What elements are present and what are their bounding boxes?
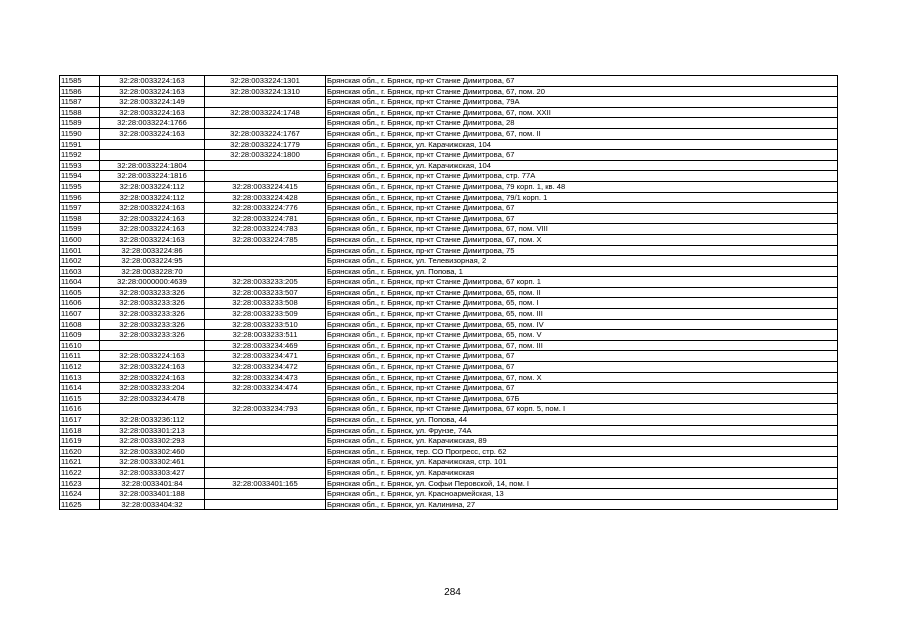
address-cell: Брянская обл., г. Брянск, пр-кт Станке Димитрова, 65, пом. I <box>326 298 838 309</box>
row-number-cell: 11598 <box>60 213 100 224</box>
address-cell: Брянская обл., г. Брянск, пр-кт Станке Димитрова, 67 <box>326 383 838 394</box>
row-number-cell: 11593 <box>60 160 100 171</box>
land-cadastral-number-cell: 32:28:0033224:163 <box>100 234 205 245</box>
land-cadastral-number-cell: 32:28:0033401:84 <box>100 478 205 489</box>
object-cadastral-number-cell: 32:28:0033234:472 <box>205 362 326 373</box>
object-cadastral-number-cell: 32:28:0033224:776 <box>205 203 326 214</box>
row-number-cell: 11603 <box>60 266 100 277</box>
object-cadastral-number-cell <box>205 457 326 468</box>
object-cadastral-number-cell: 32:28:0033224:781 <box>205 213 326 224</box>
row-number-cell: 11616 <box>60 404 100 415</box>
land-cadastral-number-cell: 32:28:0033224:163 <box>100 86 205 97</box>
table-row <box>60 224 838 235</box>
land-cadastral-number-cell: 32:28:0033224:163 <box>100 213 205 224</box>
table-row <box>60 76 838 87</box>
table-row <box>60 298 838 309</box>
table-row <box>60 457 838 468</box>
table-row <box>60 86 838 97</box>
land-cadastral-number-cell: 32:28:0033233:204 <box>100 383 205 394</box>
land-cadastral-number-cell: 32:28:0033224:95 <box>100 256 205 267</box>
row-number-cell: 11602 <box>60 256 100 267</box>
address-cell: Брянская обл., г. Брянск, ул. Красноармейская, 13 <box>326 489 838 500</box>
row-number-cell: 11623 <box>60 478 100 489</box>
address-cell: Брянская обл., г. Брянск, ул. Карачижская <box>326 467 838 478</box>
object-cadastral-number-cell: 32:28:0033224:1310 <box>205 86 326 97</box>
table-row <box>60 266 838 277</box>
land-cadastral-number-cell <box>100 340 205 351</box>
table-row <box>60 234 838 245</box>
land-cadastral-number-cell: 32:28:0033224:163 <box>100 203 205 214</box>
row-number-cell: 11600 <box>60 234 100 245</box>
land-cadastral-number-cell: 32:28:0033233:326 <box>100 319 205 330</box>
land-cadastral-number-cell: 32:28:0033224:163 <box>100 362 205 373</box>
table-row <box>60 415 838 426</box>
row-number-cell: 11590 <box>60 128 100 139</box>
object-cadastral-number-cell <box>205 415 326 426</box>
table-row <box>60 351 838 362</box>
land-cadastral-number-cell: 32:28:0033302:293 <box>100 436 205 447</box>
row-number-cell: 11624 <box>60 489 100 500</box>
address-cell: Брянская обл., г. Брянск, ул. Карачижская, стр. 101 <box>326 457 838 468</box>
table-row <box>60 383 838 394</box>
object-cadastral-number-cell: 32:28:0033224:1767 <box>205 128 326 139</box>
row-number-cell: 11601 <box>60 245 100 256</box>
table-row <box>60 128 838 139</box>
address-cell: Брянская обл., г. Брянск, пр-кт Станке Димитрова, 28 <box>326 118 838 129</box>
row-number-cell: 11597 <box>60 203 100 214</box>
object-cadastral-number-cell <box>205 499 326 510</box>
address-cell: Брянская обл., г. Брянск, пр-кт Станке Димитрова, 67 <box>326 213 838 224</box>
address-cell: Брянская обл., г. Брянск, пр-кт Станке Димитрова, 79 корп. 1, кв. 48 <box>326 181 838 192</box>
address-cell: Брянская обл., г. Брянск, пр-кт Станке Димитрова, 67, пом. X <box>326 372 838 383</box>
address-cell: Брянская обл., г. Брянск, пр-кт Станке Димитрова, 67 <box>326 76 838 87</box>
table-row <box>60 372 838 383</box>
object-cadastral-number-cell <box>205 467 326 478</box>
row-number-cell: 11615 <box>60 393 100 404</box>
row-number-cell: 11610 <box>60 340 100 351</box>
table-row <box>60 287 838 298</box>
row-number-cell: 11618 <box>60 425 100 436</box>
address-cell: Брянская обл., г. Брянск, пр-кт Станке Димитрова, 67, пом. II <box>326 128 838 139</box>
table-row <box>60 340 838 351</box>
object-cadastral-number-cell: 32:28:0033234:793 <box>205 404 326 415</box>
row-number-cell: 11607 <box>60 309 100 320</box>
object-cadastral-number-cell <box>205 171 326 182</box>
table-row <box>60 319 838 330</box>
object-cadastral-number-cell: 32:28:0033224:785 <box>205 234 326 245</box>
address-cell: Брянская обл., г. Брянск, пр-кт Станке Димитрова, 67 <box>326 150 838 161</box>
registry-table-body <box>60 76 838 510</box>
land-cadastral-number-cell: 32:28:0033224:1766 <box>100 118 205 129</box>
land-cadastral-number-cell: 32:28:0033303:427 <box>100 467 205 478</box>
address-cell: Брянская обл., г. Брянск, пр-кт Станке Димитрова, 67, пом. 20 <box>326 86 838 97</box>
address-cell: Брянская обл., г. Брянск, пр-кт Станке Димитрова, 67, пом. III <box>326 340 838 351</box>
row-number-cell: 11619 <box>60 436 100 447</box>
object-cadastral-number-cell: 32:28:0033234:474 <box>205 383 326 394</box>
table-row <box>60 150 838 161</box>
table-row <box>60 362 838 373</box>
table-row <box>60 181 838 192</box>
land-cadastral-number-cell: 32:28:0033224:149 <box>100 97 205 108</box>
table-row <box>60 425 838 436</box>
table-row <box>60 436 838 447</box>
address-cell: Брянская обл., г. Брянск, ул. Софьи Перовской, 14, пом. I <box>326 478 838 489</box>
object-cadastral-number-cell: 32:28:0033224:1748 <box>205 107 326 118</box>
object-cadastral-number-cell: 32:28:0033233:508 <box>205 298 326 309</box>
row-number-cell: 11605 <box>60 287 100 298</box>
table-row <box>60 499 838 510</box>
land-cadastral-number-cell: 32:28:0033233:326 <box>100 330 205 341</box>
address-cell: Брянская обл., г. Брянск, тер. СО Прогресс, стр. 62 <box>326 446 838 457</box>
row-number-cell: 11608 <box>60 319 100 330</box>
table-row <box>60 118 838 129</box>
row-number-cell: 11594 <box>60 171 100 182</box>
object-cadastral-number-cell: 32:28:0033224:783 <box>205 224 326 235</box>
row-number-cell: 11613 <box>60 372 100 383</box>
object-cadastral-number-cell <box>205 160 326 171</box>
land-cadastral-number-cell: 32:28:0033224:163 <box>100 224 205 235</box>
row-number-cell: 11606 <box>60 298 100 309</box>
row-number-cell: 11621 <box>60 457 100 468</box>
land-cadastral-number-cell: 32:28:0000000:4639 <box>100 277 205 288</box>
address-cell: Брянская обл., г. Брянск, пр-кт Станке Димитрова, 67 <box>326 203 838 214</box>
object-cadastral-number-cell: 32:28:0033234:469 <box>205 340 326 351</box>
land-cadastral-number-cell: 32:28:0033404:32 <box>100 499 205 510</box>
address-cell: Брянская обл., г. Брянск, пр-кт Станке Димитрова, 65, пом. III <box>326 309 838 320</box>
land-cadastral-number-cell: 32:28:0033224:163 <box>100 351 205 362</box>
object-cadastral-number-cell: 32:28:0033224:1800 <box>205 150 326 161</box>
row-number-cell: 11588 <box>60 107 100 118</box>
row-number-cell: 11589 <box>60 118 100 129</box>
land-cadastral-number-cell: 32:28:0033224:163 <box>100 128 205 139</box>
object-cadastral-number-cell: 32:28:0033224:415 <box>205 181 326 192</box>
address-cell: Брянская обл., г. Брянск, ул. Попова, 1 <box>326 266 838 277</box>
address-cell: Брянская обл., г. Брянск, пр-кт Станке Димитрова, 67, пом. XXII <box>326 107 838 118</box>
address-cell: Брянская обл., г. Брянск, пр-кт Станке Димитрова, 67 <box>326 351 838 362</box>
object-cadastral-number-cell: 32:28:0033234:471 <box>205 351 326 362</box>
object-cadastral-number-cell <box>205 489 326 500</box>
address-cell: Брянская обл., г. Брянск, пр-кт Станке Димитрова, 75 <box>326 245 838 256</box>
object-cadastral-number-cell <box>205 393 326 404</box>
row-number-cell: 11585 <box>60 76 100 87</box>
land-cadastral-number-cell: 32:28:0033224:86 <box>100 245 205 256</box>
object-cadastral-number-cell <box>205 446 326 457</box>
table-row <box>60 309 838 320</box>
row-number-cell: 11620 <box>60 446 100 457</box>
address-cell: Брянская обл., г. Брянск, ул. Калинина, 27 <box>326 499 838 510</box>
address-cell: Брянская обл., г. Брянск, пр-кт Станке Димитрова, 65, пом. IV <box>326 319 838 330</box>
land-cadastral-number-cell: 32:28:0033401:188 <box>100 489 205 500</box>
table-row <box>60 404 838 415</box>
land-cadastral-number-cell: 32:28:0033234:478 <box>100 393 205 404</box>
row-number-cell: 11611 <box>60 351 100 362</box>
land-cadastral-number-cell: 32:28:0033302:461 <box>100 457 205 468</box>
table-row <box>60 192 838 203</box>
land-cadastral-number-cell: 32:28:0033224:163 <box>100 372 205 383</box>
object-cadastral-number-cell: 32:28:0033401:165 <box>205 478 326 489</box>
address-cell: Брянская обл., г. Брянск, пр-кт Станке Димитрова, 65, пом. II <box>326 287 838 298</box>
row-number-cell: 11592 <box>60 150 100 161</box>
address-cell: Брянская обл., г. Брянск, пр-кт Станке Димитрова, 79А <box>326 97 838 108</box>
object-cadastral-number-cell: 32:28:0033233:510 <box>205 319 326 330</box>
land-cadastral-number-cell: 32:28:0033224:112 <box>100 192 205 203</box>
address-cell: Брянская обл., г. Брянск, ул. Карачижская, 89 <box>326 436 838 447</box>
table-row <box>60 107 838 118</box>
object-cadastral-number-cell: 32:28:0033233:507 <box>205 287 326 298</box>
land-cadastral-number-cell <box>100 404 205 415</box>
row-number-cell: 11599 <box>60 224 100 235</box>
address-cell: Брянская обл., г. Брянск, пр-кт Станке Димитрова, 67, пом. VIII <box>326 224 838 235</box>
row-number-cell: 11586 <box>60 86 100 97</box>
table-row <box>60 393 838 404</box>
object-cadastral-number-cell: 32:28:0033224:1779 <box>205 139 326 150</box>
table-row <box>60 330 838 341</box>
address-cell: Брянская обл., г. Брянск, пр-кт Станке Димитрова, 67 корп. 1 <box>326 277 838 288</box>
row-number-cell: 11622 <box>60 467 100 478</box>
table-row <box>60 245 838 256</box>
land-cadastral-number-cell: 32:28:0033228:70 <box>100 266 205 277</box>
object-cadastral-number-cell: 32:28:0033234:473 <box>205 372 326 383</box>
table-row <box>60 213 838 224</box>
land-cadastral-number-cell: 32:28:0033224:1804 <box>100 160 205 171</box>
land-cadastral-number-cell: 32:28:0033224:163 <box>100 76 205 87</box>
address-cell: Брянская обл., г. Брянск, пр-кт Станке Димитрова, стр. 77А <box>326 171 838 182</box>
row-number-cell: 11604 <box>60 277 100 288</box>
address-cell: Брянская обл., г. Брянск, пр-кт Станке Димитрова, 67 корп. 5, пом. I <box>326 404 838 415</box>
row-number-cell: 11591 <box>60 139 100 150</box>
land-cadastral-number-cell: 32:28:0033301:213 <box>100 425 205 436</box>
row-number-cell: 11587 <box>60 97 100 108</box>
object-cadastral-number-cell <box>205 256 326 267</box>
land-cadastral-number-cell: 32:28:0033236:112 <box>100 415 205 426</box>
table-row <box>60 467 838 478</box>
address-cell: Брянская обл., г. Брянск, пр-кт Станке Димитрова, 79/1 корп. 1 <box>326 192 838 203</box>
table-row <box>60 277 838 288</box>
table-row <box>60 489 838 500</box>
table-row <box>60 478 838 489</box>
address-cell: Брянская обл., г. Брянск, ул. Карачижская, 104 <box>326 139 838 150</box>
address-cell: Брянская обл., г. Брянск, ул. Карачижская, 104 <box>326 160 838 171</box>
object-cadastral-number-cell <box>205 425 326 436</box>
address-cell: Брянская обл., г. Брянск, пр-кт Станке Димитрова, 67Б <box>326 393 838 404</box>
table-row <box>60 139 838 150</box>
row-number-cell: 11612 <box>60 362 100 373</box>
object-cadastral-number-cell: 32:28:0033233:511 <box>205 330 326 341</box>
object-cadastral-number-cell <box>205 266 326 277</box>
row-number-cell: 11595 <box>60 181 100 192</box>
row-number-cell: 11596 <box>60 192 100 203</box>
object-cadastral-number-cell <box>205 436 326 447</box>
land-cadastral-number-cell <box>100 150 205 161</box>
table-row <box>60 203 838 214</box>
land-cadastral-number-cell: 32:28:0033302:460 <box>100 446 205 457</box>
row-number-cell: 11614 <box>60 383 100 394</box>
address-cell: Брянская обл., г. Брянск, пр-кт Станке Димитрова, 67, пом. X <box>326 234 838 245</box>
table-row <box>60 171 838 182</box>
row-number-cell: 11617 <box>60 415 100 426</box>
land-cadastral-number-cell: 32:28:0033224:1816 <box>100 171 205 182</box>
table-row <box>60 256 838 267</box>
table-row <box>60 446 838 457</box>
object-cadastral-number-cell: 32:28:0033233:205 <box>205 277 326 288</box>
land-cadastral-number-cell <box>100 139 205 150</box>
object-cadastral-number-cell: 32:28:0033233:509 <box>205 309 326 320</box>
registry-table <box>59 75 838 510</box>
land-cadastral-number-cell: 32:28:0033224:112 <box>100 181 205 192</box>
object-cadastral-number-cell: 32:28:0033224:1301 <box>205 76 326 87</box>
table-row <box>60 97 838 108</box>
page-number: 284 <box>444 587 461 598</box>
address-cell: Брянская обл., г. Брянск, ул. Попова, 44 <box>326 415 838 426</box>
address-cell: Брянская обл., г. Брянск, пр-кт Станке Димитрова, 67 <box>326 362 838 373</box>
land-cadastral-number-cell: 32:28:0033233:326 <box>100 298 205 309</box>
row-number-cell: 11625 <box>60 499 100 510</box>
object-cadastral-number-cell: 32:28:0033224:428 <box>205 192 326 203</box>
object-cadastral-number-cell <box>205 97 326 108</box>
land-cadastral-number-cell: 32:28:0033224:163 <box>100 107 205 118</box>
address-cell: Брянская обл., г. Брянск, пр-кт Станке Димитрова, 65, пом. V <box>326 330 838 341</box>
address-cell: Брянская обл., г. Брянск, ул. Фрунзе, 74А <box>326 425 838 436</box>
land-cadastral-number-cell: 32:28:0033233:326 <box>100 287 205 298</box>
row-number-cell: 11609 <box>60 330 100 341</box>
object-cadastral-number-cell <box>205 245 326 256</box>
table-row <box>60 160 838 171</box>
land-cadastral-number-cell: 32:28:0033233:326 <box>100 309 205 320</box>
address-cell: Брянская обл., г. Брянск, ул. Телевизорная, 2 <box>326 256 838 267</box>
object-cadastral-number-cell <box>205 118 326 129</box>
